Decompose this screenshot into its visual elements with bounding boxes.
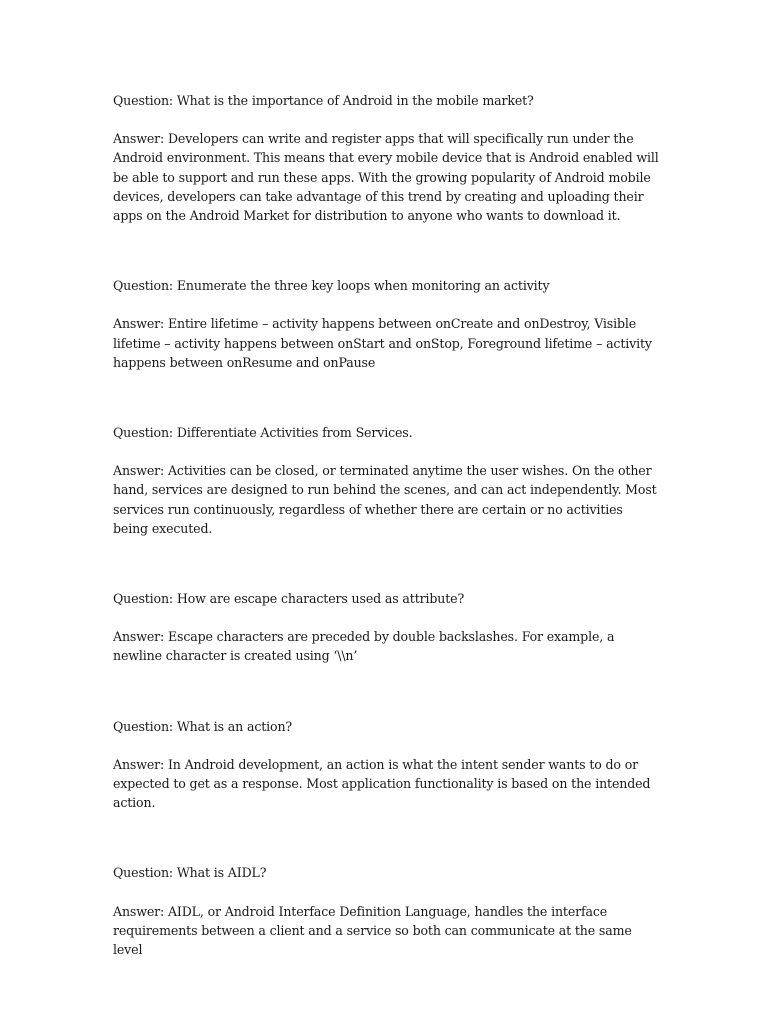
qa-block-activity-loops <box>113 276 661 372</box>
qa-block-activities-vs-services <box>113 423 661 538</box>
qa-block-android-importance <box>113 91 661 225</box>
question-text: Question: Enumerate the three key loops when monitoring an activity <box>113 278 550 294</box>
qa-block-aidl <box>113 863 661 959</box>
answer-text: Answer: Developers can write and register apps that will specifically run under the Android environment. This means that every mobile device that is Android enabled will be able to support and run these apps. With the growing popularity of Android mobile devices, developers can take advantage of this trend by creating and uploading their apps on the Android Market for distribution to anyone who wants to download it. <box>113 131 659 224</box>
question-text: Question: How are escape characters used as attribute? <box>113 591 465 607</box>
question-text: Question: What is the importance of Android in the mobile market? <box>113 93 534 108</box>
answer-text: Answer: AIDL, or Android Interface Definition Language, handles the interface requirements between a client and a service so both can communicate at the same level <box>113 903 632 958</box>
answer-text: Answer: In Android development, an action is what the intent sender wants to do or expected to get as a response. Most application functionality is based on the intended action. <box>113 756 651 811</box>
qa-block-escape-characters <box>113 589 661 666</box>
document-page <box>113 91 661 959</box>
question-text: Question: What is AIDL? <box>113 865 267 881</box>
question-text: Question: Differentiate Activities from Services. <box>113 425 413 441</box>
answer-text: Answer: Escape characters are preceded by double backslashes. For example, a newline character is created using ‘\\n’ <box>113 629 615 664</box>
question-text: Question: What is an action? <box>113 718 293 734</box>
answer-text: Answer: Activities can be closed, or terminated anytime the user wishes. On the other hand, services are designed to run behind the scenes, and can act independently. Most services run continuously, regardless of whether there are certain or no activities being executed. <box>113 463 657 536</box>
answer-text: Answer: Entire lifetime – activity happens between onCreate and onDestroy, Visible lifetime – activity happens between onStart and onStop, Foreground lifetime – activity happens between onResume and onPause <box>113 316 652 370</box>
qa-block-action <box>113 717 661 813</box>
